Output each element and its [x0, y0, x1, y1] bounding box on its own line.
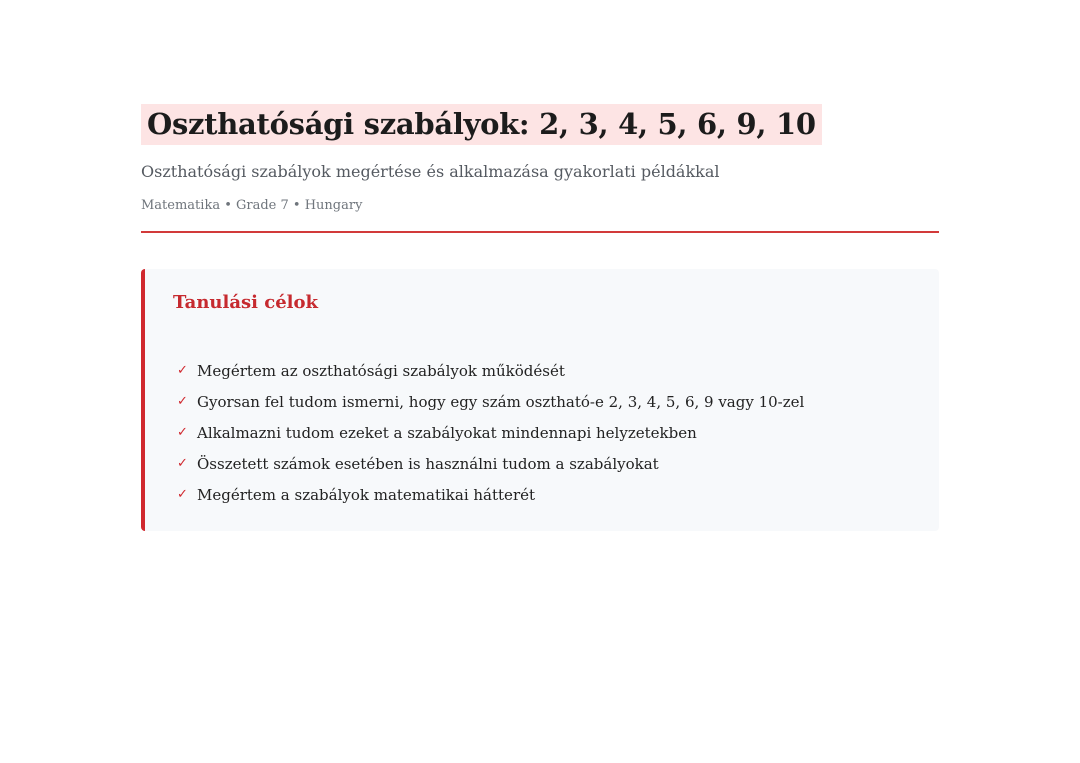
document-page: [141, 104, 939, 504]
learning-objectives-box: [141, 269, 939, 531]
check-icon: ✓: [177, 363, 188, 378]
page-meta: Matematika • Grade 7 • Hungary: [141, 198, 363, 213]
objective-text: Gyorsan fel tudom ismerni, hogy egy szám osztható-e 2, 3, 4, 5, 6, 9 vagy 10-zel: [197, 392, 805, 411]
objective-item: [177, 355, 911, 386]
objective-text: Összetett számok esetében is használni tudom a szabályokat: [197, 454, 659, 473]
objective-item: [177, 417, 911, 448]
learning-objectives-list: [173, 355, 911, 510]
objective-item: [177, 386, 911, 417]
check-icon: ✓: [177, 394, 188, 409]
check-icon: ✓: [177, 425, 188, 440]
objective-text: Alkalmazni tudom ezeket a szabályokat mindennapi helyzetekben: [197, 423, 697, 442]
check-icon: ✓: [177, 456, 188, 471]
learning-objectives-title: Tanulási célok: [173, 292, 318, 313]
check-icon: ✓: [177, 487, 188, 502]
title-divider: [141, 231, 939, 233]
objective-text: Megértem az oszthatósági szabályok működését: [197, 361, 565, 380]
objective-item: [177, 448, 911, 479]
objective-item: [177, 479, 911, 510]
objective-text: Megértem a szabályok matematikai hátterét: [197, 485, 536, 504]
page-subtitle: Oszthatósági szabályok megértése és alkalmazása gyakorlati példákkal: [141, 162, 720, 181]
page-title: Oszthatósági szabályok: 2, 3, 4, 5, 6, 9, 10: [141, 104, 822, 145]
